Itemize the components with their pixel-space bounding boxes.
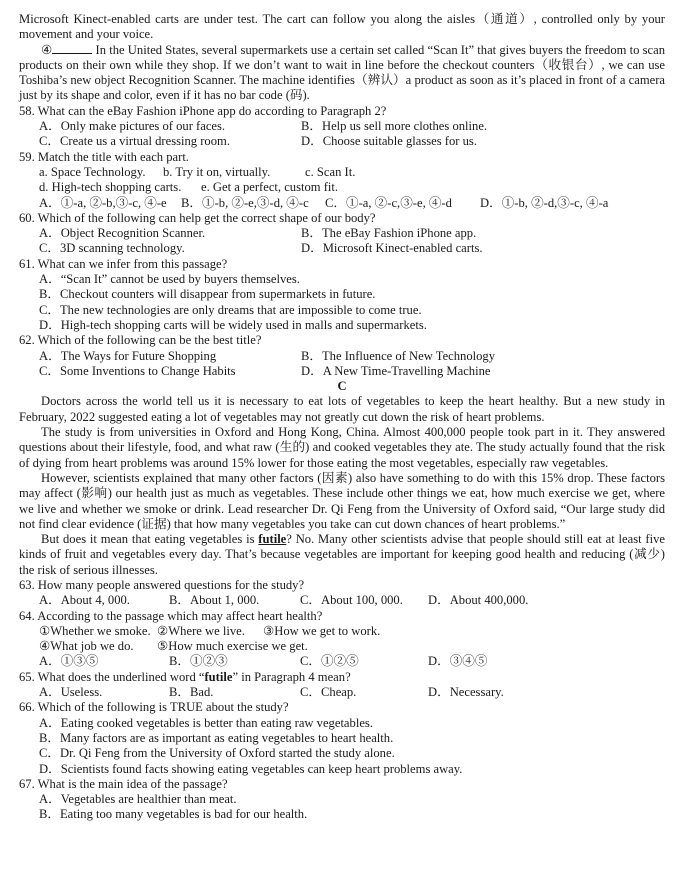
paragraph-kinect: Microsoft Kinect-enabled carts are under test. The cart can follow you along the aisles（通道）, controlled only by your movement and your voice.	[19, 12, 665, 42]
option-b[interactable]: B．Help us sell more clothes online.	[301, 119, 488, 134]
option-d[interactable]: D．Scientists found facts showing eating vegetables can keep heart problems away.	[39, 761, 463, 776]
item-5: ⑤How much exercise we get.	[157, 639, 308, 654]
option-d[interactable]: D．Choose suitable glasses for us.	[301, 134, 477, 149]
title-b: b. Try it on, virtually.	[163, 164, 271, 179]
paragraph-4-after: ? No. Many other scientists advise that people should still eat at least five kinds of fruit and vegetables every day. That’s because vegetables are important for keeping good health and reducing (减少) the risk of serious illnesses.	[19, 532, 665, 577]
option-a[interactable]: A．Only make pictures of our faces.	[39, 119, 226, 134]
option-b[interactable]: B．Many factors are as important as eating vegetables to heart health.	[39, 730, 394, 745]
option-a[interactable]: A．“Scan It” cannot be used by buyers themselves.	[39, 272, 300, 287]
option-c[interactable]: C．Some Inventions to Change Habits	[39, 363, 236, 378]
paragraph-4-before: But does it mean that eating vegetables is	[41, 532, 259, 547]
question-67-options	[19, 792, 665, 823]
question-58-stem: 58. What can the eBay Fashion iPhone app do according to Paragraph 2?	[19, 103, 387, 118]
option-a[interactable]: A．About 4, 000.	[39, 593, 130, 608]
question-64-items-row1	[19, 624, 665, 639]
question-64-options	[19, 654, 665, 669]
question-60-options	[19, 226, 665, 257]
question-58-options	[19, 119, 665, 150]
option-b[interactable]: B．The eBay Fashion iPhone app.	[301, 226, 477, 241]
question-60-stem: 60. Which of the following can help get the correct shape of our body?	[19, 210, 376, 225]
option-a[interactable]: A．①-a, ②-b,③-c, ④-e	[39, 195, 167, 210]
item-4: ④What job we do.	[39, 639, 134, 654]
title-a: a. Space Technology.	[39, 164, 146, 179]
option-c[interactable]: C．3D scanning technology.	[39, 241, 185, 256]
paragraph-scan-it	[19, 43, 665, 104]
paragraph-scan-it-text: In the United States, several supermarkets use a certain set called “Scan It” that gives buyers the freedom to scan products on their own while they shop. If we don’t want to wait in line before the checkout counters（收银台）, we can use Toshiba’s new object Recognition Scanner. The machine identifies（辨认）a product as soon as it’s placed in front of a camera just by its shape and color, even if it has no bar code (码).	[19, 42, 666, 103]
question-65-options	[19, 685, 665, 700]
option-d[interactable]: D．About 400,000.	[428, 593, 529, 608]
stem-word: futile	[204, 669, 233, 684]
option-b[interactable]: B．Eating too many vegetables is bad for our health.	[39, 807, 308, 822]
option-b[interactable]: B．①-b, ②-e,③-d, ④-c	[181, 195, 309, 210]
answer-blank[interactable]	[52, 43, 92, 54]
passage-c-paragraph-4	[19, 532, 665, 578]
option-c[interactable]: C．Cheap.	[300, 685, 357, 700]
option-b[interactable]: B．①②③	[169, 654, 228, 669]
title-e: e. Get a perfect, custom fit.	[201, 180, 339, 195]
option-d[interactable]: D．Microsoft Kinect-enabled carts.	[301, 241, 483, 256]
question-62-stem: 62. Which of the following can be the best title?	[19, 333, 262, 348]
question-67-stem: 67. What is the main idea of the passage?	[19, 776, 228, 791]
item-1: ①Whether we smoke.	[39, 623, 151, 638]
option-c[interactable]: C．About 100, 000.	[300, 593, 403, 608]
question-66-options	[19, 716, 665, 777]
question-59-titles-row2	[19, 180, 665, 195]
passage-c-paragraph-1: Doctors across the world tell us it is necessary to eat lots of vegetables to keep the heart healthy. But a new study in February, 2022 suggested eating a lot of vegetables may not greatly cut down the risk of heart problems.	[19, 394, 665, 424]
passage-c-paragraph-3: However, scientists explained that many other factors (因素) also have something to do with this 15% drop. These factors may affect (影响) our health just as much as vegetables. These include other things we eat, how much exercise we get, where we live and whether we smoke or drink. Lead researcher Dr. Qi Feng from the University of Oxford said, “Our large study did not find clear evidence (证据) that how many vegetables you take can cut down chances of heart problems.”	[19, 470, 665, 531]
question-66-stem: 66. Which of the following is TRUE about the study?	[19, 700, 289, 715]
option-b[interactable]: B．Bad.	[169, 685, 214, 700]
option-a[interactable]: A．The Ways for Future Shopping	[39, 348, 217, 363]
option-d[interactable]: D．①-b, ②-d,③-c, ④-a	[480, 195, 609, 210]
option-c[interactable]: C．The new technologies are only dreams that are impossible to come true.	[39, 302, 422, 317]
option-c[interactable]: C．Create us a virtual dressing room.	[39, 134, 230, 149]
question-62-options	[19, 349, 665, 380]
option-a[interactable]: A．Eating cooked vegetables is better than eating raw vegetables.	[39, 715, 373, 730]
question-59-stem: 59. Match the title with each part.	[19, 149, 189, 164]
option-d[interactable]: D．High-tech shopping carts will be widely used in malls and supermarkets.	[39, 317, 427, 332]
question-63-stem: 63. How many people answered questions for the study?	[19, 577, 305, 592]
option-b[interactable]: B．Checkout counters will disappear from supermarkets in future.	[39, 287, 376, 302]
stem-before: 65. What does the underlined word “	[19, 669, 205, 684]
title-c: c. Scan It.	[305, 164, 356, 179]
option-c[interactable]: C．Dr. Qi Feng from the University of Oxford started the study alone.	[39, 746, 395, 761]
item-2: ②Where we live.	[157, 623, 245, 638]
question-59-options	[19, 196, 665, 211]
option-d[interactable]: D．A New Time-Travelling Machine	[301, 363, 491, 378]
question-63-options	[19, 593, 665, 608]
option-d[interactable]: D．③④⑤	[428, 654, 488, 669]
item-3: ③How we get to work.	[263, 623, 381, 638]
passage-c-paragraph-2: The study is from universities in Oxford and Hong Kong, China. Almost 400,000 people took part in it. They answered questions about their lifestyle, food, and what raw (生的) and cooked vegetables they ate. The study actually found that the risk of dying from heart problems was around 15% lower for those eating the most vegetables, especially raw vegetables.	[19, 425, 665, 470]
option-a[interactable]: A．Vegetables are healthier than meat.	[39, 792, 237, 807]
option-c[interactable]: C．①-a, ②-c,③-e, ④-d	[325, 195, 452, 210]
question-64-items-row2	[19, 639, 665, 654]
question-64-stem: 64. According to the passage which may affect heart health?	[19, 608, 323, 623]
paragraph-number: ④	[41, 42, 53, 57]
stem-after: ” in Paragraph 4 mean?	[232, 669, 351, 684]
underlined-word: futile	[258, 532, 287, 547]
option-a[interactable]: A．①③⑤	[39, 654, 99, 669]
question-61-options	[19, 272, 665, 333]
option-a[interactable]: A．Useless.	[39, 685, 103, 700]
question-65-stem	[19, 670, 665, 685]
title-d: d. High-tech shopping carts.	[39, 180, 182, 195]
option-b[interactable]: B．The Influence of New Technology	[301, 348, 496, 363]
question-61-stem: 61. What can we infer from this passage?	[19, 256, 228, 271]
question-59-titles-row1	[19, 165, 665, 180]
option-d[interactable]: D．Necessary.	[428, 685, 504, 700]
option-c[interactable]: C．①②⑤	[300, 654, 359, 669]
option-a[interactable]: A．Object Recognition Scanner.	[39, 226, 206, 241]
option-b[interactable]: B．About 1, 000.	[169, 593, 260, 608]
passage-c-label: C	[337, 379, 347, 394]
